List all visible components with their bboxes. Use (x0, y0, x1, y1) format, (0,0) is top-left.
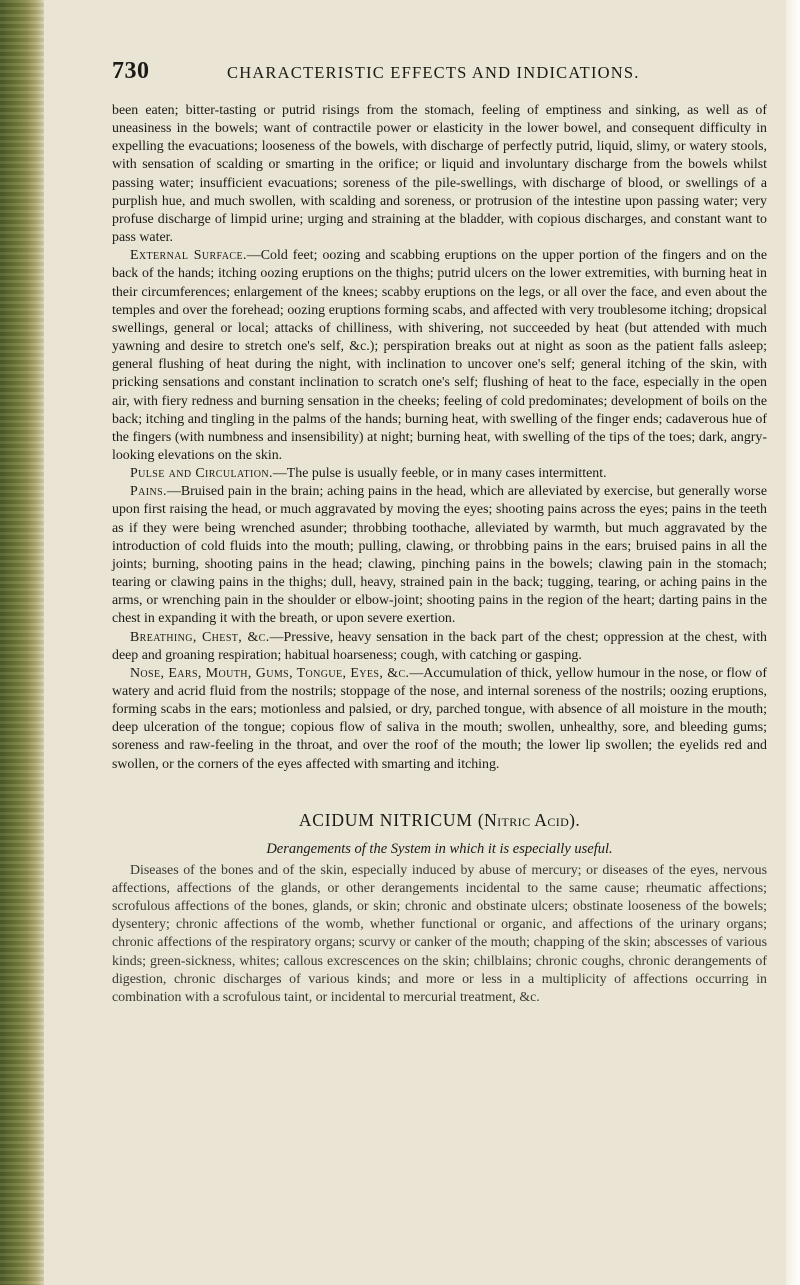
paragraph-text: been eaten; bitter-tasting or putrid risings from the stomach, feeling of emptiness and sinking, as well as of uneasiness in the bowels; want of contractile power or elasticity in the lower bowel, and consequent difficulty in expelling the evacuations; looseness of the bowels, with discharge of perfectly putrid, liquid, slimy, or watery stools, with sensation of scalding or smarting in the orifice; or liquid and involuntary discharge from the bowels whilst passing water; insufficient evacuations; soreness of the pile-swellings, with discharge of blood, or swellings of a purplish hue, and much swollen, with scalding and soreness, or protrusion of the intestine upon passing water; very profuse discharge of limpid urine; urging and straining at the bladder, with copious discharges, and constant want to pass water. (112, 103, 767, 246)
page-number: 730 (112, 58, 150, 84)
paragraph-heading: Breathing, Chest, &c. (130, 629, 270, 645)
book-spine-shadow (0, 0, 44, 1285)
paragraph-text: —Accumulation of thick, yellow humour in the nose, or flow of watery and acrid fluid from the nostrils; stoppage of the nose, and internal soreness of the nostrils; oozing eruptions, forming scabs in the ears; motionless and palsied, or dry, parched tongue, with absence of all moisture in the mouth; deep ulceration of the tongue; copious flow of saliva in the mouth; swollen, unhealthy, sore, and bleeding gums; soreness and raw-feeling in the throat, and over the roof of the mouth; the lower lip swollen; the eyelids red and swollen, or the corners of the eyes affected with smarting and itching. (112, 665, 767, 772)
section-title-main: ACIDUM NITRICUM (298, 809, 473, 830)
running-title: CHARACTERISTIC EFFECTS AND INDICATIONS. (227, 63, 640, 82)
paragraph-heading: Nose, Ears, Mouth, Gums, Tongue, Eyes, &c. (130, 665, 410, 681)
paragraph-pulse (112, 465, 767, 483)
paragraph-pains (112, 483, 767, 628)
section-title-paren: (Nitric Acid). (477, 809, 581, 830)
paragraph-text: —The pulse is usually feeble, or in many cases intermittent. (272, 466, 607, 482)
section-paragraph (112, 862, 767, 1007)
section-title (112, 810, 767, 831)
paragraph-nose-ears (112, 665, 767, 774)
paragraph-external-surface (112, 247, 767, 465)
paragraph-heading: Pains. (130, 484, 167, 500)
paragraph-text: —Cold feet; oozing and scabbing eruptions on the upper portion of the fingers and on the back of the hands; itching oozing eruptions on the thighs; putrid ulcers on the lower extremities, with burning heat in their circumferences; enlargement of the knees; scabby eruptions on the legs, or all over the face, and even about the temples and over the forehead; oozing eruptions forming scabs, and affected with very troublesome itching; dropsical swellings, general or local; attacks of chilliness, with shivering, not succeeded by heat (but attended with much yawning and desire to stretch one's self, &c.); perspiration breaks out at night as soon as the patient falls asleep; general flushing of heat during the night, with inclination to uncover one's self; general itching of the skin, with pricking sensations and constant inclination to scratch one's self; flushing of heat to the face, especially in the open air, with fiery redness and burning sensation in the cheeks; feeling of cold predominates; development of boils on the back; itching and tingling in the palms of the hands; burning heat, with swelling of the finger ends; cadaverous hue of the fingers (with numbness and insensibility) at night; burning heat, with swelling of the tips of the toes; dark, angry-looking elevations on the skin. (112, 248, 768, 463)
page-edge (786, 0, 800, 1285)
paragraph-text: —Pressive, heavy sensation in the back part of the chest; oppression at the chest, with deep and groaning respiration; habitual hoarseness; cough, with catching or gasping. (112, 629, 767, 663)
paragraph-continued (112, 102, 767, 247)
paragraph-breathing (112, 629, 767, 665)
section-subtitle: Derangements of the System in which it is especially useful. (266, 840, 613, 857)
book-page (112, 58, 767, 1007)
paragraph-heading: External Surface. (130, 248, 247, 264)
page-header (112, 58, 767, 88)
paragraph-text: —Bruised pain in the brain; aching pains in the head, which are alleviated by exercise, but generally worse upon first raising the head, or much aggravated by moving the eyes; shooting pains across the eyes; pains in the teeth as if they were being wrenched asunder; throbbing toothache, alleviated by warmth, but much aggravated by the introduction of cold fluids into the mouth; pulling, clawing, or throbbing pains in the ears; bruised pains in all the joints; burning, shooting pains in the head; clawing, pinching pains in the bowels; clawing pain in the stomach; tearing or clawing pains in the thighs; dull, heavy, strained pain in the back; tugging, tearing, or aching pains in the arms, or wrenching pain in the shoulder or elbow-joint; shooting pains in the region of the heart; darting pains in the chest in expanding it with the breath, or upon severe exertion. (112, 484, 767, 627)
paragraph-heading: Pulse and Circulation. (130, 466, 273, 482)
page-body (112, 102, 767, 1007)
paragraph-text: Diseases of the bones and of the skin, especially induced by abuse of mercury; or diseases of the eyes, nervous affections, affections of the glands, or other derangements incidental to the same cause; rheumatic affections; scrofulous affections of the bones, glands, or skin; chronic and obstinate ulcers; obstinate looseness of the bowels; dysentery; chronic affections of the womb, whether functional or organic, and affections of the urinary organs; chronic affections of the respiratory organs; scurvy or canker of the mouth; chapping of the skin; abscesses of various kinds; green-sickness, whites; callous excrescences on the skin; chilblains; chronic coughs, chronic derangements of digestion, chronic discharges of various kinds; and more or less in a multiplicity of affections occurring in combination with a scrofulous taint, or incidental to mercurial treatment, &c. (112, 862, 767, 1005)
